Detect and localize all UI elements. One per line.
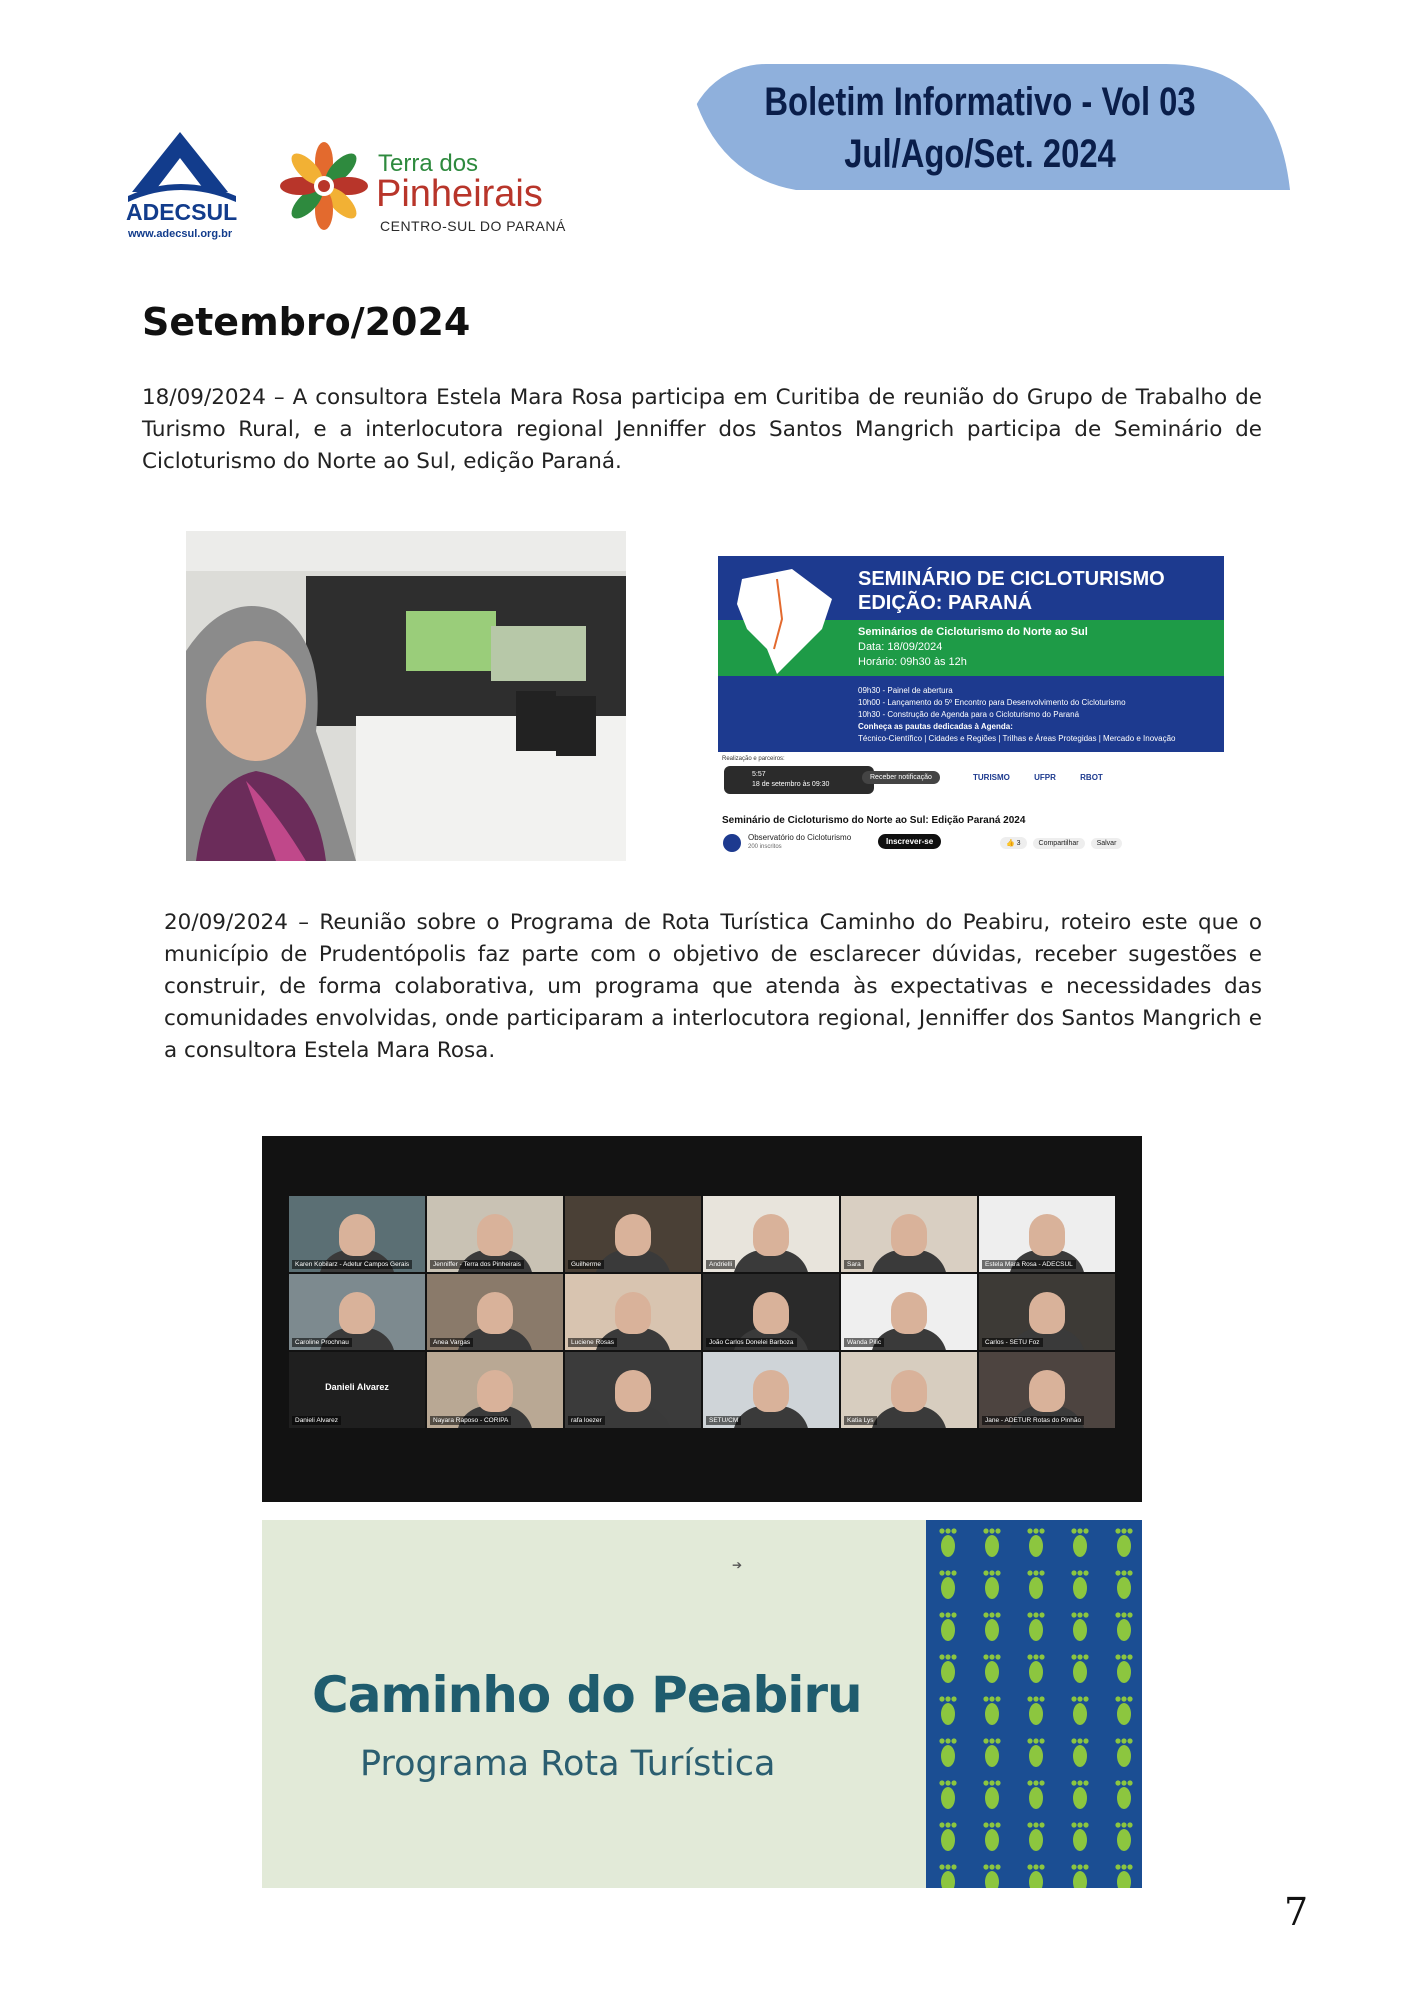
footprint-mark (1073, 1535, 1087, 1557)
footprint-toe (1121, 1738, 1126, 1743)
footprint-toe (951, 1654, 956, 1659)
brazil-map-icon (722, 559, 842, 679)
footprint-toe (1115, 1780, 1120, 1785)
footprint-toe (1033, 1822, 1038, 1827)
footprint-toe (1121, 1654, 1126, 1659)
logo-text-pinheirais: Pinheirais (376, 173, 543, 215)
footprint-toe (1039, 1780, 1044, 1785)
seminar-program-line1: 09h30 - Painel de abertura (858, 686, 953, 695)
participant-name: Jane - ADETUR Rotas do Pinhão (982, 1416, 1084, 1425)
participant-face (753, 1370, 789, 1412)
participant-face (339, 1214, 375, 1256)
footprint-toe (1077, 1864, 1082, 1869)
participant-tile (565, 1352, 701, 1428)
footprint-toe (1083, 1654, 1088, 1659)
footprint-toe (1077, 1570, 1082, 1575)
footprint-toe (1027, 1780, 1032, 1785)
footprint-toe (951, 1528, 956, 1533)
footprint-toe (1039, 1696, 1044, 1701)
footprint-mark (985, 1703, 999, 1725)
footprint-toe (1039, 1570, 1044, 1575)
participant-face (891, 1214, 927, 1256)
share-button[interactable]: Compartilhar (1033, 838, 1085, 849)
footprint-toe (989, 1780, 994, 1785)
footprint-toe (1033, 1654, 1038, 1659)
footprint-toe (1071, 1780, 1076, 1785)
page-number: 7 (1284, 1890, 1309, 1934)
footprint-toe (1039, 1738, 1044, 1743)
footprint-mark (1073, 1829, 1087, 1851)
logo-text-region: CENTRO-SUL DO PARANÁ (380, 218, 566, 234)
footprint-mark (1029, 1535, 1043, 1557)
participant-name: Luciene Rosas (568, 1338, 617, 1347)
footprint-mark (941, 1535, 955, 1557)
footprint-toe (1121, 1822, 1126, 1827)
participant-name: Carlos - SETU Foz (982, 1338, 1043, 1347)
participant-tile (427, 1196, 563, 1272)
footprint-toe (1083, 1612, 1088, 1617)
footprint-toe (1121, 1570, 1126, 1575)
footprint-toe (1039, 1864, 1044, 1869)
terra-dos-pinheirais-flower-icon (276, 138, 372, 234)
footprint-toe (1083, 1822, 1088, 1827)
footprint-mark (1117, 1787, 1131, 1809)
footprint-toe (1033, 1696, 1038, 1701)
participant-face (477, 1292, 513, 1334)
footprint-toe (945, 1528, 950, 1533)
footprint-toe (1027, 1864, 1032, 1869)
channel-avatar-icon[interactable] (722, 833, 742, 853)
footprint-mark (1117, 1703, 1131, 1725)
like-button[interactable] (1000, 837, 1027, 849)
participant-face (891, 1370, 927, 1412)
peabiru-subtitle: Programa Rota Turística (360, 1744, 776, 1784)
footprint-toe (1039, 1528, 1044, 1533)
footprint-toe (989, 1696, 994, 1701)
footprint-toe (995, 1864, 1000, 1869)
video-actions (1000, 837, 1126, 849)
footprint-toe (1027, 1822, 1032, 1827)
participant-tile (841, 1352, 977, 1428)
partner-logos (973, 773, 1125, 782)
footprint-toe (1127, 1780, 1132, 1785)
footprint-toe (1071, 1822, 1076, 1827)
seminar-partners-label: Realização e parceiros: (722, 756, 785, 762)
footprint-toe (1083, 1570, 1088, 1575)
participant-tile (427, 1352, 563, 1428)
footprint-toe (995, 1780, 1000, 1785)
footprint-mark (1117, 1535, 1131, 1557)
footprint-toe (1027, 1654, 1032, 1659)
footprint-toe (1033, 1570, 1038, 1575)
footprint-mark (1029, 1787, 1043, 1809)
footprint-toe (951, 1570, 956, 1575)
footprint-toe (1121, 1612, 1126, 1617)
footprint-toe (1027, 1738, 1032, 1743)
channel-name[interactable]: Observatório do Cicloturismo (748, 833, 852, 842)
footprint-toe (1127, 1570, 1132, 1575)
partner-logo-ufpr: UFPR (1034, 773, 1056, 782)
participant-face (477, 1214, 513, 1256)
footprint-mark (1117, 1745, 1131, 1767)
footprint-toe (1033, 1780, 1038, 1785)
video-call-screenshot (262, 1136, 1142, 1502)
footprint-toe (1027, 1696, 1032, 1701)
footprint-toe (1077, 1528, 1082, 1533)
seminar-video-screenshot (718, 551, 1224, 857)
footprint-toe (983, 1864, 988, 1869)
footprint-toe (1039, 1654, 1044, 1659)
participant-face (339, 1292, 375, 1334)
adecsul-url: www.adecsul.org.br (128, 228, 233, 240)
footprint-toe (1083, 1696, 1088, 1701)
footprint-pattern-icon (926, 1520, 1142, 1888)
participant-tile (289, 1196, 425, 1272)
footprint-toe (995, 1570, 1000, 1575)
footprint-toe (939, 1780, 944, 1785)
footprint-toe (945, 1696, 950, 1701)
footprint-toe (1033, 1528, 1038, 1533)
footprint-mark (1073, 1661, 1087, 1683)
footprint-toe (951, 1780, 956, 1785)
footprint-mark (1029, 1577, 1043, 1599)
seminar-program-line2: 10h00 - Lançamento do 5º Encontro para Desenvolvimento do Cicloturismo (858, 698, 1126, 707)
arrow-icon: ➔ (732, 1558, 743, 1572)
footprint-mark (985, 1787, 999, 1809)
participant-tile (979, 1274, 1115, 1350)
footprint-mark (1029, 1745, 1043, 1767)
seminar-program-line5: Técnico-Científico | Cidades e Regiões | Trilhas e Áreas Protegidas | Mercado e Inovação (858, 734, 1176, 743)
live-badge (724, 766, 874, 794)
footprint-toe (1071, 1738, 1076, 1743)
participant-tile (565, 1274, 701, 1350)
participant-name: Jenniffer - Terra dos Pinheirais (430, 1260, 524, 1269)
participant-tile (703, 1196, 839, 1272)
bulletin-title-line2: Jul/Ago/Set. 2024 (844, 132, 1116, 176)
participant-tile (703, 1352, 839, 1428)
footprint-mark (941, 1829, 955, 1851)
footprint-mark (941, 1745, 955, 1767)
footprint-toe (951, 1738, 956, 1743)
footprint-mark (985, 1745, 999, 1767)
footprint-toe (1115, 1612, 1120, 1617)
footprint-toe (939, 1822, 944, 1827)
seminar-program-line4: Conheça as pautas dedicadas à Agenda: (858, 722, 1013, 731)
footprint-toe (1033, 1738, 1038, 1743)
footprint-toe (995, 1528, 1000, 1533)
footprint-toe (945, 1738, 950, 1743)
footprint-toe (1127, 1654, 1132, 1659)
footprint-toe (995, 1654, 1000, 1659)
participant-name: Sara (844, 1260, 864, 1269)
bulletin-title-line1: Boletim Informativo - Vol 03 (764, 80, 1196, 124)
footprint-toe (989, 1612, 994, 1617)
footprint-toe (1071, 1864, 1076, 1869)
footprint-toe (989, 1528, 994, 1533)
partner-logo-turismo: TURISMO (973, 773, 1010, 782)
participant-name: rafa loezer (568, 1416, 605, 1425)
footprint-toe (939, 1696, 944, 1701)
participant-tile (703, 1274, 839, 1350)
seminar-title (858, 567, 1165, 615)
footprint-toe (1071, 1696, 1076, 1701)
section-title: Setembro/2024 (142, 300, 471, 344)
footprint-mark (941, 1661, 955, 1683)
footprint-mark (1117, 1577, 1131, 1599)
footprint-toe (1033, 1612, 1038, 1617)
footprint-toe (989, 1822, 994, 1827)
subscribe-button[interactable]: Inscrever-se (878, 834, 941, 849)
footprint-mark (985, 1577, 999, 1599)
footprint-toe (1127, 1822, 1132, 1827)
footprint-mark (941, 1787, 955, 1809)
participant-name: Andrielli (706, 1260, 735, 1269)
participant-name: Anea Vargas (430, 1338, 473, 1347)
footprint-toe (983, 1696, 988, 1701)
footprint-toe (939, 1570, 944, 1575)
seminar-info-line3: Horário: 09h30 às 12h (858, 656, 967, 668)
video-title[interactable]: Seminário de Cicloturismo do Norte ao Sul: Edição Paraná 2024 (722, 815, 1026, 826)
live-date: 18 de setembro às 09:30 (752, 781, 830, 788)
seminar-program (858, 685, 1176, 745)
footprint-toe (951, 1822, 956, 1827)
footprint-toe (1127, 1864, 1132, 1869)
footprint-toe (1115, 1738, 1120, 1743)
footprint-toe (945, 1822, 950, 1827)
footprint-toe (1121, 1696, 1126, 1701)
footprint-toe (983, 1570, 988, 1575)
participant-tile (289, 1274, 425, 1350)
participant-tile (289, 1352, 425, 1428)
footprint-mark (985, 1829, 999, 1851)
footprint-mark (1073, 1703, 1087, 1725)
footprint-toe (983, 1738, 988, 1743)
footprint-toe (939, 1612, 944, 1617)
footprint-toe (1071, 1528, 1076, 1533)
participant-tile (979, 1352, 1115, 1428)
participant-face (891, 1292, 927, 1334)
footprint-mark (1029, 1829, 1043, 1851)
participant-name: Katia Lys (844, 1416, 877, 1425)
footprint-toe (983, 1528, 988, 1533)
footprint-toe (989, 1738, 994, 1743)
footprint-toe (995, 1738, 1000, 1743)
footprint-toe (939, 1738, 944, 1743)
footprint-toe (1027, 1612, 1032, 1617)
participant-name: Wanda Pilic (844, 1338, 884, 1347)
participant-tile (565, 1196, 701, 1272)
footprint-toe (989, 1654, 994, 1659)
seminar-program-line3: 10h30 - Construção de Agenda para o Cicloturismo do Paraná (858, 710, 1080, 719)
footprint-mark (985, 1619, 999, 1641)
footprint-toe (995, 1822, 1000, 1827)
footprint-toe (945, 1570, 950, 1575)
footprint-mark (1073, 1787, 1087, 1809)
participant-face (753, 1214, 789, 1256)
participant-name: João Carlos Donelei Barboza (706, 1338, 797, 1347)
footprint-mark (1073, 1745, 1087, 1767)
partner-logo-rbot: RBOT (1080, 773, 1103, 782)
footprint-toe (995, 1612, 1000, 1617)
footprint-toe (1115, 1528, 1120, 1533)
participant-tile (841, 1274, 977, 1350)
footprint-mark (941, 1619, 955, 1641)
participant-face (1029, 1370, 1065, 1412)
paragraph-sept-20: 20/09/2024 – Reunião sobre o Programa de Rota Turística Caminho do Peabiru, roteiro este que o município de Prudentópolis faz parte com o objetivo de esclarecer dúvidas, receber sugestões e construir, de forma colaborativa, um programa que atenda às expectativas e necessidades das comunidades envolvidas, onde participaram a interlocutora regional, Jenniffer dos Santos Mangrich e a consultora Estela Mara Rosa. (164, 910, 1262, 1063)
footprint-toe (939, 1528, 944, 1533)
footprint-toe (1077, 1696, 1082, 1701)
footprint-toe (1027, 1528, 1032, 1533)
footprint-toe (939, 1654, 944, 1659)
footprint-toe (1039, 1612, 1044, 1617)
footprint-toe (1115, 1654, 1120, 1659)
footprint-toe (1127, 1528, 1132, 1533)
footprint-mark (1073, 1619, 1087, 1641)
participant-name: Estela Mara Rosa - ADECSUL (982, 1260, 1076, 1269)
participant-name: Karen Kobilarz - Adetur Campos Gerais (292, 1260, 412, 1269)
footprint-toe (1071, 1612, 1076, 1617)
participant-tile (427, 1274, 563, 1350)
footprint-toe (989, 1864, 994, 1869)
seminar-title-line2: EDIÇÃO: PARANÁ (858, 592, 1033, 614)
thumbs-up-icon: 👍 (1006, 840, 1015, 847)
footprint-toe (1027, 1570, 1032, 1575)
footprint-toe (1077, 1822, 1082, 1827)
peabiru-title: Caminho do Peabiru (312, 1666, 862, 1724)
footprint-toe (1077, 1780, 1082, 1785)
participant-name: SETU/CM (706, 1416, 741, 1425)
participant-face (1029, 1292, 1065, 1334)
footprint-toe (1121, 1780, 1126, 1785)
participant-face (477, 1370, 513, 1412)
footprint-toe (939, 1864, 944, 1869)
footprint-toe (983, 1612, 988, 1617)
footprint-toe (951, 1696, 956, 1701)
footprint-mark (1029, 1703, 1043, 1725)
meeting-room-photo (186, 531, 626, 861)
footprint-toe (1083, 1528, 1088, 1533)
footprint-toe (1115, 1864, 1120, 1869)
footprint-mark (985, 1535, 999, 1557)
footprint-toe (1115, 1822, 1120, 1827)
seminar-info-line2: Data: 18/09/2024 (858, 641, 943, 653)
footprint-toe (1115, 1696, 1120, 1701)
logo-text-terra-dos: Terra dos (378, 150, 479, 177)
seminar-title-line1: SEMINÁRIO DE CICLOTURISMO (858, 568, 1165, 590)
footprint-mark (1029, 1619, 1043, 1641)
footprint-toe (945, 1864, 950, 1869)
footprint-toe (1077, 1612, 1082, 1617)
footprint-toe (1121, 1864, 1126, 1869)
participant-face (615, 1214, 651, 1256)
footprint-toe (995, 1696, 1000, 1701)
footprint-mark (1073, 1577, 1087, 1599)
participant-name: Danieli Alvarez (292, 1416, 341, 1425)
footprint-toe (1039, 1822, 1044, 1827)
participant-face (615, 1370, 651, 1412)
bulletin-title (750, 76, 1209, 180)
footprint-mark (1117, 1661, 1131, 1683)
seminar-info (858, 625, 1088, 670)
adecsul-name: ADECSUL (126, 199, 238, 225)
footprint-toe (945, 1612, 950, 1617)
footprint-toe (1127, 1696, 1132, 1701)
footprint-toe (1083, 1780, 1088, 1785)
live-time: 5:57 (752, 771, 766, 778)
footprint-mark (1029, 1661, 1043, 1683)
footprint-mark (1117, 1619, 1131, 1641)
participant-name: Nayara Raposo - CORIPA (430, 1416, 511, 1425)
participant-face (615, 1292, 651, 1334)
footprint-toe (1083, 1738, 1088, 1743)
footprint-toe (983, 1780, 988, 1785)
footprint-mark (941, 1577, 955, 1599)
participant-name: Guilherme (568, 1260, 604, 1269)
footprint-toe (1127, 1738, 1132, 1743)
participant-face (753, 1292, 789, 1334)
channel-subscribers: 200 inscritos (748, 844, 782, 850)
footprint-toe (1071, 1570, 1076, 1575)
footprint-toe (951, 1864, 956, 1869)
seminar-info-line1: Seminários de Cicloturismo do Norte ao Sul (858, 626, 1088, 638)
footprint-toe (1115, 1570, 1120, 1575)
notify-button[interactable]: Receber notificação (862, 771, 940, 784)
participant-center-name: Danieli Alvarez (325, 1382, 389, 1392)
paragraph-sept-18: 18/09/2024 – A consultora Estela Mara Rosa participa em Curitiba de reunião do Grupo de Trabalho de Turismo Rural, e a interlocutora regional Jenniffer dos Santos Mangrich participa de Seminário de Cicloturismo do Norte ao Sul, edição Paraná. (142, 385, 1262, 474)
footprint-toe (983, 1822, 988, 1827)
like-count: 3 (1016, 840, 1021, 847)
participant-face (1029, 1214, 1065, 1256)
footprint-toe (1033, 1864, 1038, 1869)
participant-tile (979, 1196, 1115, 1272)
footprint-toe (989, 1570, 994, 1575)
footprint-toe (1121, 1528, 1126, 1533)
participant-tile (841, 1196, 977, 1272)
footprint-toe (1083, 1864, 1088, 1869)
footprint-mark (985, 1661, 999, 1683)
footprint-toe (1077, 1738, 1082, 1743)
footprint-toe (951, 1612, 956, 1617)
save-button[interactable]: Salvar (1091, 838, 1123, 849)
footprint-toe (1127, 1612, 1132, 1617)
footprint-mark (1117, 1829, 1131, 1851)
footprint-toe (983, 1654, 988, 1659)
footprint-toe (1071, 1654, 1076, 1659)
footprint-mark (941, 1703, 955, 1725)
footprint-toe (945, 1654, 950, 1659)
participant-name: Caroline Prochnau (292, 1338, 352, 1347)
footprint-toe (945, 1780, 950, 1785)
footprint-toe (1077, 1654, 1082, 1659)
peabiru-slide (262, 1520, 1142, 1888)
